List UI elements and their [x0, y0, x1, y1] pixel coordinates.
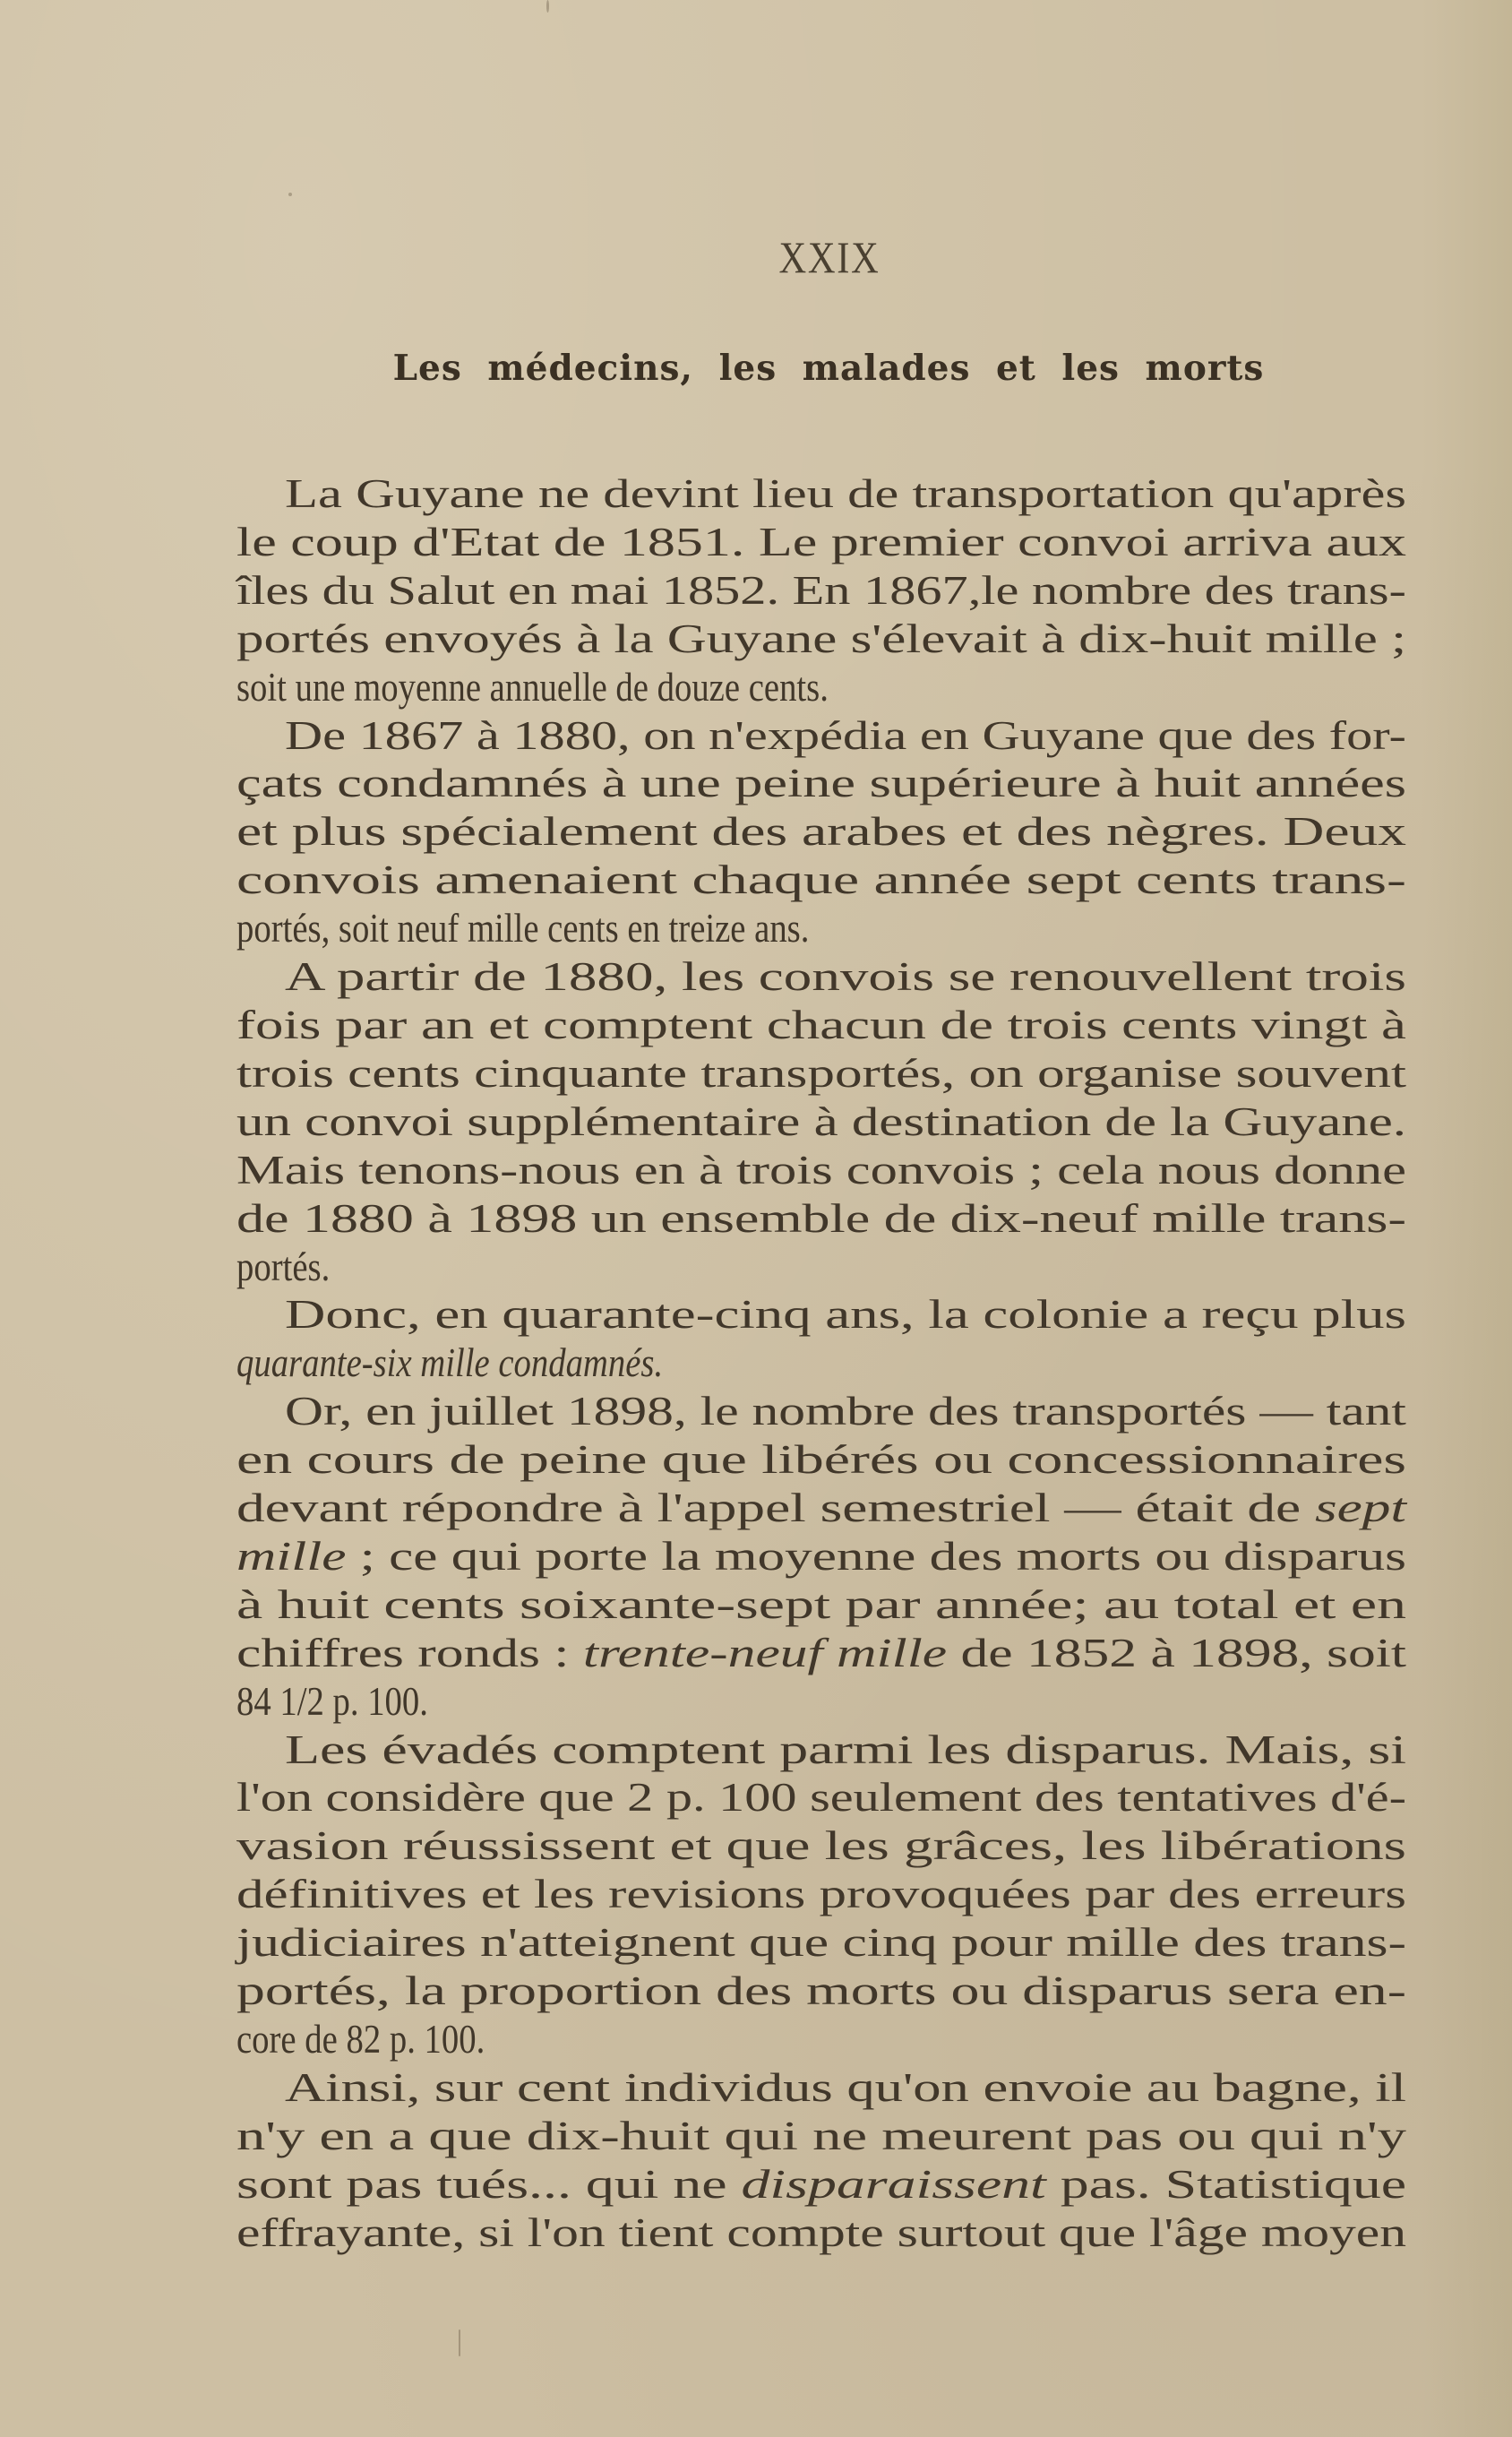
- paragraph: [236, 712, 1406, 954]
- line-text: portés envoyés à la Guyane s'élevait à dix-huit mille ;: [236, 616, 1407, 661]
- paper-speck: [459, 2329, 460, 2356]
- line-text: de 1852 à 1898, soit: [947, 1630, 1406, 1675]
- line-text: de 1880 à 1898 un ensemble de dix-neuf mille trans-: [236, 1195, 1406, 1241]
- text-line: [236, 905, 1406, 953]
- line-text: convois amenaient chaque année sept cents trans-: [236, 857, 1407, 903]
- text-line: [236, 1388, 1406, 1436]
- line-text: ; ce qui porte la moyenne des morts ou disparus: [346, 1533, 1406, 1579]
- body-text: [236, 470, 1406, 2258]
- line-text: Or, en juillet 1898, le nombre des transportés — tant: [285, 1389, 1406, 1434]
- line-text: pas. Statistique: [1045, 2161, 1407, 2207]
- text-line: [236, 1678, 1406, 1727]
- line-text: core de 82 p. 100.: [236, 2017, 485, 2062]
- line-text: effrayante, si l'on tient compte surtout que l'âge moyen: [236, 2209, 1407, 2255]
- line-text: définitives et les revisions provoquées par des erreurs: [236, 1872, 1406, 1917]
- text-line: [236, 1147, 1406, 1195]
- chapter-title: Les médecins, les malades et les morts: [392, 348, 1265, 389]
- emphasized-text: trente-neuf mille: [582, 1630, 948, 1675]
- text-line: [236, 808, 1406, 857]
- text-line: [236, 2209, 1406, 2258]
- line-text: vasion réussissent et que les grâces, les libérations: [236, 1823, 1406, 1869]
- line-text: A partir de 1880, les convois se renouvellent trois: [285, 954, 1406, 1000]
- text-line: [236, 1436, 1406, 1485]
- line-text: Donc, en quarante-cinq ans, la colonie a reçu plus: [285, 1292, 1406, 1338]
- text-line: [236, 1339, 1406, 1388]
- text-line: [236, 2064, 1406, 2113]
- line-text: chiffres ronds :: [236, 1630, 583, 1675]
- emphasized-text: disparaissent: [741, 2161, 1046, 2207]
- text-line: [236, 1822, 1406, 1871]
- text-line: [236, 857, 1406, 905]
- text-line: [236, 1098, 1406, 1147]
- line-text: îles du Salut en mai 1852. En 1867,le nombre des trans-: [236, 567, 1407, 613]
- text-line: [236, 1533, 1406, 1581]
- line-text: n'y en a que dix-huit qui ne meurent pas ou qui n'y: [236, 2113, 1406, 2158]
- paragraph: [236, 1388, 1406, 1726]
- line-text: 84 1/2 p. 100.: [236, 1678, 428, 1724]
- text-line: [236, 1581, 1406, 1630]
- line-text: un convoi supplémentaire à destination de la Guyane.: [236, 1098, 1407, 1144]
- text-line: [236, 1002, 1406, 1050]
- text-line: [236, 519, 1406, 567]
- text-line: [236, 1485, 1406, 1533]
- line-text: l'on considère que 2 p. 100 seulement des tentatives d'é-: [236, 1775, 1407, 1821]
- emphasized-text: mille: [236, 1533, 347, 1579]
- paragraph: [236, 470, 1406, 712]
- text-line: [236, 1195, 1406, 1244]
- chapter-number: [125, 231, 1410, 283]
- line-text: le coup d'Etat de 1851. Le premier convoi arriva aux: [236, 519, 1406, 564]
- text-line: [236, 1968, 1406, 2016]
- text-line: [236, 470, 1406, 519]
- text-line: [236, 760, 1406, 808]
- paper-speck: [546, 0, 549, 13]
- paper-speck: [288, 193, 292, 196]
- text-line: [236, 1871, 1406, 1919]
- line-text: à huit cents soixante-sept par année; au total et en: [236, 1581, 1407, 1627]
- line-text: De 1867 à 1880, on n'expédia en Guyane que des for-: [285, 712, 1406, 758]
- line-text: et plus spécialement des arabes et des nègres. Deux: [236, 809, 1406, 855]
- line-text: portés, soit neuf mille cents en treize ans.: [236, 906, 810, 952]
- paragraph: [236, 953, 1406, 1291]
- line-text: trois cents cinquante transportés, on organise souvent: [236, 1050, 1406, 1096]
- chapter-number-text: XXIX: [778, 232, 881, 282]
- line-text: en cours de peine que libérés ou concessionnaires: [236, 1437, 1407, 1483]
- text-line: [236, 616, 1406, 664]
- text-line: [236, 1727, 1406, 1775]
- text-line: [236, 1291, 1406, 1339]
- text-line: [236, 2161, 1406, 2209]
- line-text: soit une moyenne annuelle de douze cents.: [236, 664, 829, 710]
- paragraph: [236, 1291, 1406, 1388]
- text-line: [236, 2016, 1406, 2064]
- line-text: portés.: [236, 1244, 331, 1289]
- text-line: [236, 567, 1406, 616]
- line-text: La Guyane ne devint lieu de transportation qu'après: [285, 471, 1407, 516]
- text-line: [236, 1630, 1406, 1678]
- line-text: Mais tenons-nous en à trois convois ; cela nous donne: [236, 1147, 1407, 1193]
- text-line: [236, 1050, 1406, 1098]
- text-line: [236, 1244, 1406, 1292]
- line-text: fois par an et comptent chacun de trois cents vingt à: [236, 1002, 1406, 1047]
- line-text: judiciaires n'atteignent que cinq pour mille des trans-: [236, 1920, 1407, 1966]
- emphasized-text: sept: [1314, 1485, 1407, 1531]
- paragraph: [236, 1727, 1406, 2064]
- text-line: [236, 2113, 1406, 2161]
- line-text: çats condamnés à une peine supérieure à huit années: [236, 761, 1407, 806]
- line-text: sont pas tués... qui ne: [236, 2161, 742, 2207]
- line-text: portés, la proportion des morts ou disparus sera en-: [236, 1968, 1406, 2014]
- paragraph: [236, 2064, 1406, 2258]
- text-line: [236, 664, 1406, 712]
- line-text: quarante-six mille condamnés.: [236, 1340, 664, 1386]
- text-line: [236, 1774, 1406, 1822]
- line-text: Les évadés comptent parmi les disparus. Mais, si: [285, 1727, 1406, 1772]
- text-line: [236, 953, 1406, 1002]
- line-text: devant répondre à l'appel semestriel — était de: [236, 1485, 1315, 1531]
- text-line: [236, 1919, 1406, 1968]
- text-line: [236, 712, 1406, 761]
- line-text: Ainsi, sur cent individus qu'on envoie au bagne, il: [285, 2064, 1407, 2110]
